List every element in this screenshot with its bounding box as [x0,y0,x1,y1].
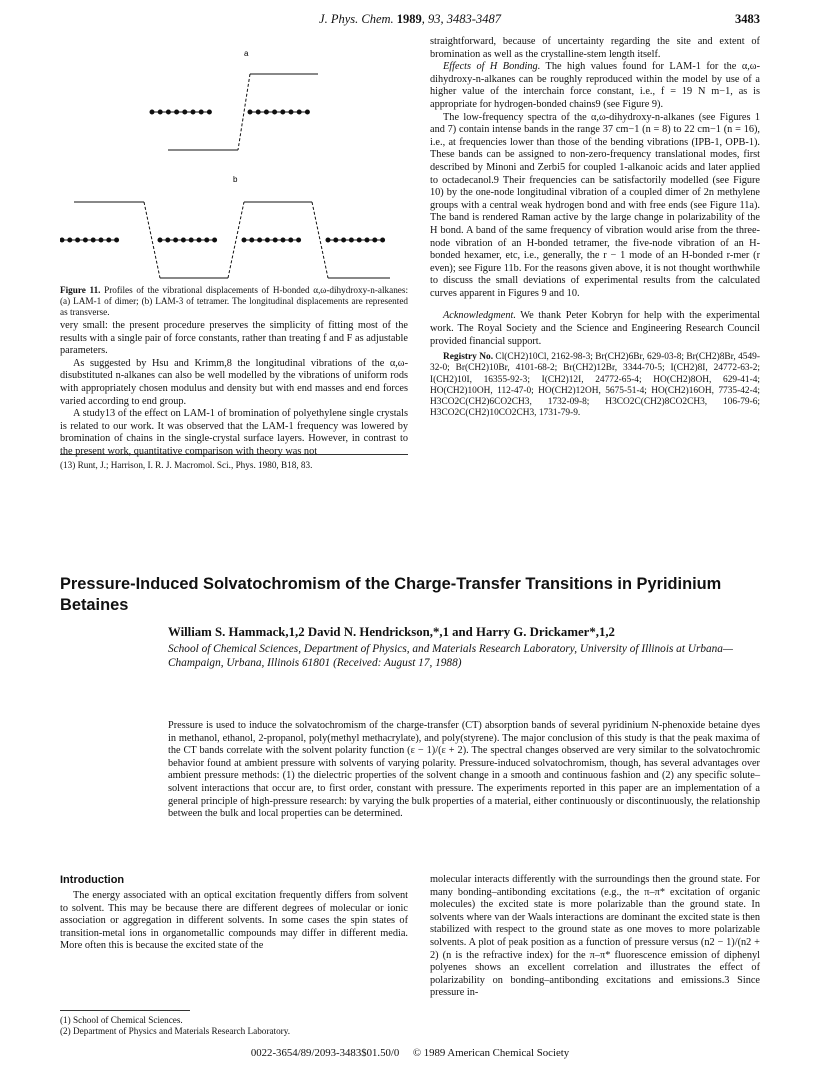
figure-11 [60,42,408,282]
chain-atom [158,110,162,114]
right-paragraph: Effects of H Bonding. The high values found for LAM-1 for the α,ω-dihydroxy-n-alkanes can be roughly reproduced within the model by use of a higher value of the interchain force constant, i.e., f = 19 N m−1, as is appropriate for hydrogen-bonded chains9 (see Figure 9). [430,61,760,110]
footnote-1: (1) School of Chemical Sciences. [60,1015,183,1025]
chain-atom [281,238,285,242]
chain-atom [158,238,162,242]
page-footer [0,1047,820,1059]
page-number: 3483 [735,12,760,26]
article-abstract: Pressure is used to induce the solvatochromism of the charge-transfer (CT) absorption bands of several pyridinium N-phenoxide betaine dyes in methanol, ethanol, 2-propanol, poly(methyl methacrylate), and poly(styrene). The major conclusion of this study is that the peak maxima of the CT bands correlate with the solvent polarity function (ε − 1)/(ε + 2). The spectral changes observed are very similar to the solvatochromic behavior found at ambient pressure with solvents of varying polarity. Pressure-induced solvatochromism, though, has several advantages over ambient pressure methods: (1) the dielectric properties of the solvent change in a smooth and continuous fashion and (2) any specific solute–solvent interactions that occur are, to first order, constant with pressure. The experiments reported in this paper are an implementation of a general principle of high-pressure research: by varying the bulk properties of a material, either continuously or discontinuously, the relationship between the bulk and local properties can be determined. [168,720,760,820]
copyright: © 1989 American Chemical Society [412,1047,570,1059]
figure-caption-label: Figure 11. [60,285,101,295]
article-authors: William S. Hammack,1,2 David N. Hendrickson,*,1 and Harry G. Drickamer*,1,2 [168,625,615,639]
chain-atom [264,110,268,114]
introduction-heading: Introduction [60,874,125,886]
chain-atom [256,110,260,114]
chain-atom [91,238,95,242]
chain-atom [205,238,209,242]
footnote-rule [60,454,408,455]
chain-atom [258,238,262,242]
footnote-13: (13) Runt, J.; Harrison, I. R. J. Macromol. Sci., Phys. 1980, B18, 83. [60,460,313,470]
chain-atom [373,238,377,242]
article-footnotes [60,1015,408,1037]
journal-name: J. Phys. Chem. [319,12,394,26]
chain-atom [242,238,246,242]
chain-atom [334,238,338,242]
chain-atom [289,238,293,242]
chain-atom [265,238,269,242]
volume-pages: , 93, 3483-3487 [421,12,501,26]
chain-atom [248,110,252,114]
article-title: Pressure-Induced Solvatochromism of the Charge-Transfer Transitions in Pyridinium Betaines [60,575,722,614]
left-paragraph: very small: the present procedure preserves the simplicity of fitting most of the results with a single pair of force constants, rather than treating f and F as adjustable parameters. [60,320,408,357]
chain-atom [342,238,346,242]
chain-atom [115,238,119,242]
chain-atom [273,238,277,242]
chain-atom [199,110,203,114]
figure-caption [60,285,408,318]
chain-atom [289,110,293,114]
chain-atom [189,238,193,242]
chain-atom [107,238,111,242]
running-head [0,12,820,27]
registry-heading: Registry No. [443,352,494,363]
chain-atom [305,110,309,114]
chain-atom [357,238,361,242]
chain-atom [207,110,211,114]
footnote-rule [60,1010,190,1011]
figure-11-diagram [60,42,408,282]
figure-panel-b [60,202,390,278]
right-column-text [430,36,760,419]
left-paragraph: As suggested by Hsu and Krimm,8 the longitudinal vibrations of the α,ω-disubstituted n-alkanes can also be well modelled by the vibrations of uniform rods with appropriately chosen modulus and density but with end masses and end forces varied according to end group. [60,357,408,407]
figure-caption-text: Profiles of the vibrational displacements of H-bonded α,ω-dihydroxy-n-alkanes: (a) LAM-1 of dimer; (b) LAM-3 of tetramer. The longitudinal displacements are represented as transverse. [60,285,408,317]
left-column-text [60,320,408,459]
chain-atom [381,238,385,242]
figure-panel-a-label: a [244,49,249,58]
right-paragraph: straightforward, because of uncertainty regarding the site and extent of bromination as well as the crystalline-stem length itself. [430,36,760,60]
introduction-left: The energy associated with an optical excitation frequently differs from solvent to solvent. This may be because there are different degrees of molecular or ionic association or aggregation in different solvents. In some cases the spin states of transition-metal ions in organometallic compounds may differ in different media. More often this is because the excited state of the [60,890,408,952]
chain-atom [297,110,301,114]
ack-heading: Acknowledgment. [443,310,516,322]
figure-panel-b-label: b [233,175,238,184]
section-heading: Effects of H Bonding. [443,61,541,73]
chain-atom [281,110,285,114]
chain-atom [213,238,217,242]
chain-atom [99,238,103,242]
chain-atom [191,110,195,114]
chain-atom [349,238,353,242]
chain-atom [297,238,301,242]
acknowledgment: Acknowledgment. We thank Peter Kobryn for help with the experimental work. The Royal Society and the Science and Engineering Research Council provided financial support. [430,310,760,347]
chain-atom [166,238,170,242]
registry-numbers: Registry No. Cl(CH2)10Cl, 2162-98-3; Br(CH2)6Br, 629-03-8; Br(CH2)8Br, 4549-32-0; Br(CH2)10Br, 4101-68-2; Br(CH2)12Br, 3344-70-5; I(CH2)8I, 24772-63-2; I(CH2)10I, 16355-92-3; I(CH2)12I, 24772-65-4; HO(CH2)8OH, 629-41-4; HO(CH2)10OH, 112-47-0; HO(CH2)12OH, 5675-51-4; HO(CH2)16OH, 7735-42-4; H3CO2C(CH2)6CO2CH3, 1732-09-8; H3CO2C(CH2)8CO2CH3, 106-79-6; H3CO2C(CH2)10CO2CH3, 1731-79-9. [430,352,760,419]
chain-atom [150,110,154,114]
chain-atom [250,238,254,242]
introduction-right: molecular interacts differently with the surroundings then the ground state. For many bonding–antibonding excitations (e.g., the π–π* excitation of organic molecules) the excited state is more polarizable than the ground state. In solvents where van der Waals interactions are dominant the excited state is then stabilized with respect to the ground state as one moves to more polarizable solvents. A plot of peak position as a function of pressure versus (n2 − 1)/(n2 + 2) (n is the refractive index) for the π–π* fluorescence emission of diphenyl polyenes shows an excellent correlation and illustrates the effect of polarizability on bonding–antibonding excitations and emissions.3 Since pressure in- [430,874,760,999]
chain-atom [365,238,369,242]
article-affiliation: School of Chemical Sciences, Department of Physics, and Materials Research Laboratory, University of Illinois at Urbana—Champaign, Urbana, Illinois 61801 (Received: August 17, 1988) [168,643,733,669]
left-paragraph: A study13 of the effect on LAM-1 of bromination of polyethylene single crystals is related to our work. It was observed that the LAM-1 frequency was lowered by bromination of chains in the single-crystal surface layers. However, in contrast to the present work, quantitative comparison with theory was not [60,408,408,457]
chain-atom [183,110,187,114]
chain-atom [273,110,277,114]
chain-atom [197,238,201,242]
chain-atom [166,110,170,114]
chain-atom [83,238,87,242]
figure-panel-a [150,74,318,150]
chain-atom [76,238,80,242]
journal-year: 1989 [396,12,422,26]
footnote-2: (2) Department of Physics and Materials Research Laboratory. [60,1026,291,1036]
chain-atom [181,238,185,242]
chain-atom [175,110,179,114]
article-code: 0022-3654/89/2093-3483$01.50/0 [250,1047,400,1059]
chain-atom [68,238,72,242]
chain-atom [326,238,330,242]
chain-atom [174,238,178,242]
chain-atom [60,238,64,242]
right-paragraph: The low-frequency spectra of the α,ω-dihydroxy-n-alkanes (see Figures 1 and 7) contain intense bands in the range 37 cm−1 (n = 8) to 22 cm−1 (n = 16), i.e., at frequencies lower than those of the bending vibrations (IPB-1, OPB-1). These bands can be assigned to non-zero-frequency translational modes, first described by Minoni and Zerbi5 for coupled 1-alkanoic acids and later applied to octadecanol.9 Their frequencies can be satisfactorily modelled (see Figure 10) by the one-node longitudinal vibration of a coupled dimer of 2n methylene groups with a central weak hydrogen bond and with free ends (see Figure 11a). The band is rendered Raman active by the large change in polarizability of the H bond. A band of the same frequency of vibration would arise from the three-node vibration of an H-bonded tetramer, the five-node vibration of an H-bonded hexamer, etc, i.e., generally, the r − 1 mode of an H-bonded r-mer (r even); see Figure 11b. For the reasons given above, it is not thought worthwhile to discuss the small deviations of experimental results from the calculated curves apparent in Figures 9 and 10. [430,111,760,299]
